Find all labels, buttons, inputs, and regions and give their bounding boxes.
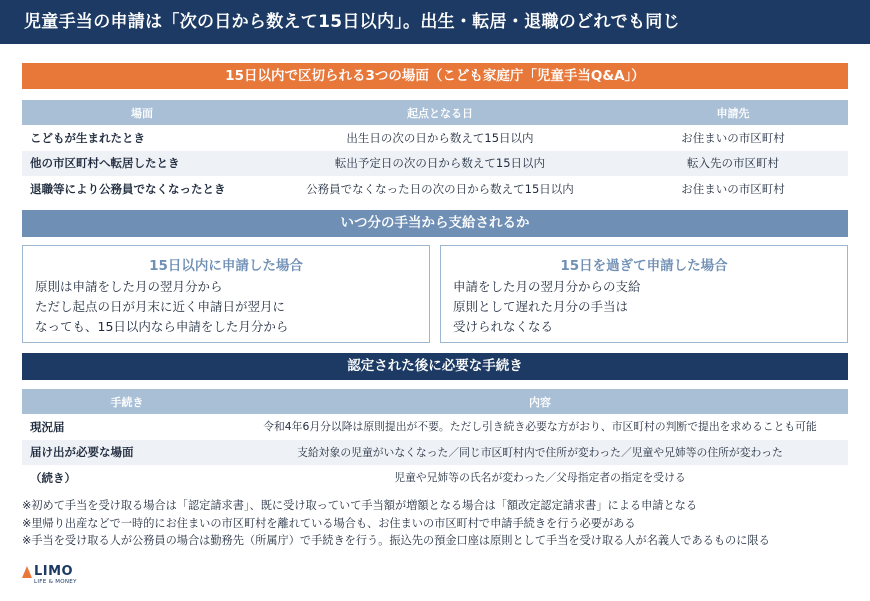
- start-date-cell: 出生日の次の日から数えて15日以内: [262, 125, 618, 151]
- panel-after-15-days: [440, 245, 848, 343]
- panel-line: 原則は申請をした月の翌月分から: [35, 279, 223, 294]
- procedures-table: [22, 389, 848, 491]
- logo-name: LIMO: [34, 564, 74, 579]
- table-row: [22, 151, 848, 177]
- column-header: 内容: [232, 389, 848, 414]
- details-cell: 令和4年6月分以降は原則提出が不要。ただし引き続き必要な方がおり、市区町村の判断で提出を求めることも可能: [232, 414, 848, 440]
- footnote: ※里帰り出産などで一時的にお住まいの市区町村を離れている場合も、お住まいの市区町村で申請手続きを行う必要がある: [22, 516, 636, 530]
- logo-mark-icon: [22, 566, 32, 578]
- scenario-cell: 他の市区町村へ転居したとき: [22, 151, 262, 177]
- table-row: [22, 414, 848, 440]
- panel-within-15-days: [22, 245, 430, 343]
- start-date-cell: 転出予定日の次の日から数えて15日以内: [262, 151, 618, 177]
- start-date-cell: 公務員でなくなった日の次の日から数えて15日以内: [262, 176, 618, 202]
- panel-title: 15日以内に申請した場合: [149, 258, 303, 274]
- column-header: 場面: [22, 100, 262, 125]
- logo-tagline: LIFE & MONEY: [34, 579, 77, 585]
- page-title: 児童手当の申請は「次の日から数えて15日以内」。出生・転居・退職のどれでも同じ: [0, 0, 870, 44]
- column-header: 起点となる日: [262, 100, 618, 125]
- panel-line: 申請をした月の翌月分からの支給: [453, 279, 641, 294]
- column-header: 手続き: [22, 389, 232, 414]
- column-header: 申請先: [618, 100, 848, 125]
- panel-line: ただし起点の日が月末に近く申請日が翌月に: [35, 299, 286, 314]
- panel-line: なっても、15日以内なら申請をした月分から: [35, 319, 289, 334]
- panel-line: 原則として遅れた月分の手当は: [453, 299, 629, 314]
- procedure-cell: （続き）: [22, 465, 232, 491]
- procedure-cell: 現況届: [22, 414, 232, 440]
- details-cell: 支給対象の児童がいなくなった／同じ市区町村内で住所が変わった／児童や兄姉等の住所が変わった: [232, 440, 848, 466]
- scenario-cell: こどもが生まれたとき: [22, 125, 262, 151]
- procedure-cell: 届け出が必要な場面: [22, 440, 232, 466]
- footnote: ※初めて手当を受け取る場合は「認定請求書」、既に受け取っていて手当額が増額となる場合は「額改定認定請求書」による申請となる: [22, 499, 698, 512]
- table-row: [22, 176, 848, 202]
- table-row: [22, 125, 848, 151]
- apply-to-cell: お住まいの市区町村: [618, 125, 848, 151]
- footnote: ※手当を受け取る人が公務員の場合は勤務先（所属庁）で手続きを行う。振込先の預金口座は原則として手当を受け取る人が名義人であるものに限る: [22, 534, 770, 547]
- apply-to-cell: お住まいの市区町村: [618, 176, 848, 202]
- scenarios-table: [22, 100, 848, 202]
- table-row: [22, 465, 848, 491]
- details-cell: 児童や兄姉等の氏名が変わった／父母指定者の指定を受ける: [232, 465, 848, 491]
- panel-line: 受けられなくなる: [453, 319, 554, 334]
- table-row: [22, 440, 848, 466]
- section-title-scenarios: 15日以内で区切られる3つの場面（こども家庭庁「児童手当Q&A」）: [22, 63, 848, 89]
- panel-title: 15日を過ぎて申請した場合: [560, 258, 728, 274]
- footnotes: [22, 497, 852, 550]
- scenario-cell: 退職等により公務員でなくなったとき: [22, 176, 262, 202]
- section-title-procedures: 認定された後に必要な手続き: [22, 353, 848, 380]
- apply-to-cell: 転入先の市区町村: [618, 151, 848, 177]
- section-title-payment-start: いつ分の手当から支給されるか: [22, 210, 848, 237]
- limo-logo: [22, 566, 82, 592]
